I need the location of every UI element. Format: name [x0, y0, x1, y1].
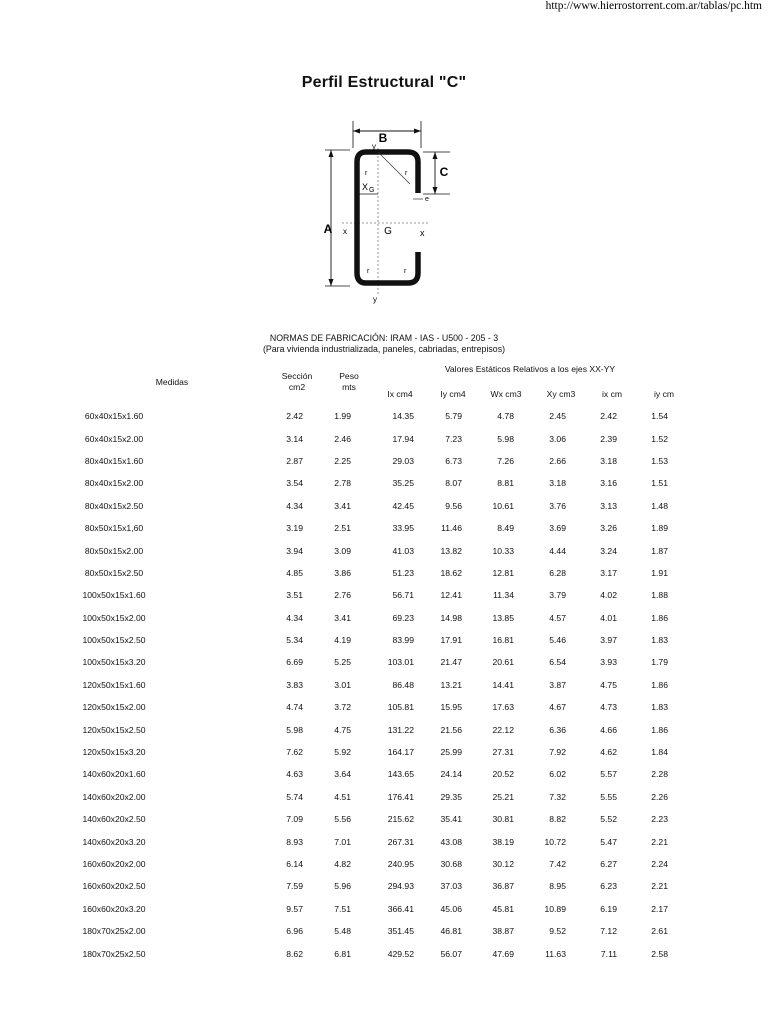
label-x-right: x: [420, 228, 425, 238]
table-row: [0, 450, 668, 472]
table-cell: 5.57: [600, 769, 617, 780]
table-cell: 29.35: [440, 791, 462, 802]
table-row: [0, 786, 668, 808]
table-cell: 12.41: [440, 590, 462, 601]
table-cell: 2.17: [651, 903, 668, 914]
table-cell: 21.47: [440, 657, 462, 668]
table-cell: 5.98: [497, 433, 514, 444]
table-cell: 160x60x20x3.20: [82, 903, 146, 914]
table-cell: 4.74: [286, 702, 303, 713]
label-G: G: [384, 226, 392, 237]
table-cell: 180x70x25x2.50: [82, 948, 146, 959]
table-cell: 7.32: [549, 791, 566, 802]
table-row: [0, 718, 668, 740]
table-row: [0, 629, 668, 651]
header-seccion: [272, 371, 322, 393]
table-cell: 11.63: [545, 948, 566, 959]
table-cell: 120x50x15x2.50: [82, 724, 146, 735]
table-cell: 1.54: [651, 411, 668, 422]
table-cell: 2.39: [600, 433, 617, 444]
table-cell: 143.65: [387, 769, 414, 780]
label-C: C: [439, 165, 449, 179]
table-cell: 36.87: [492, 881, 514, 892]
table-cell: 4.66: [600, 724, 617, 735]
table-cell: 17.94: [392, 433, 414, 444]
table-cell: 56.07: [440, 948, 462, 959]
table-cell: 8.95: [549, 881, 566, 892]
table-cell: 25.99: [440, 747, 462, 758]
table-cell: 13.21: [440, 679, 462, 690]
label-xg-sub: G: [369, 187, 375, 194]
source-url: http://www.hierrostorrent.com.ar/tablas/pc.htm: [545, 0, 762, 12]
table-cell: 14.35: [392, 411, 414, 422]
table-cell: 3.06: [549, 433, 566, 444]
table-cell: 100x50x15x3.20: [82, 657, 146, 668]
table-cell: 4.01: [600, 612, 617, 623]
table-cell: 2.42: [600, 411, 617, 422]
table-cell: 5.46: [549, 635, 566, 646]
table-cell: 267.31: [387, 836, 414, 847]
table-cell: 4.78: [497, 411, 514, 422]
table-cell: 13.85: [492, 612, 514, 623]
table-row: [0, 875, 668, 897]
table-cell: 9.52: [549, 926, 566, 937]
table-cell: 2.45: [549, 411, 566, 422]
table-cell: 80x40x15x2.50: [84, 500, 144, 511]
table-cell: 56.71: [392, 590, 414, 601]
table-cell: 80x50x15x2.00: [84, 545, 144, 556]
table-cell: 429.52: [387, 948, 414, 959]
table-row: [0, 696, 668, 718]
table-cell: 30.81: [492, 814, 514, 825]
table-cell: 7.26: [497, 455, 514, 466]
table-cell: 60x40x15x1.60: [84, 411, 144, 422]
table-cell: 3.97: [600, 635, 617, 646]
table-cell: 351.45: [387, 926, 414, 937]
table-row: [0, 853, 668, 875]
table-row: [0, 651, 668, 673]
table-cell: 22.12: [492, 724, 514, 735]
table-cell: 5.48: [334, 926, 351, 937]
table-cell: 3.41: [334, 500, 351, 511]
table-cell: 8.07: [445, 478, 462, 489]
table-cell: 4.85: [286, 567, 303, 578]
table-cell: 6.69: [286, 657, 303, 668]
table-cell: 180x70x25x2.00: [82, 926, 146, 937]
table-cell: 12.81: [492, 567, 514, 578]
table-cell: 6.36: [549, 724, 566, 735]
table-cell: 33.95: [392, 523, 414, 534]
table-cell: 120x50x15x1.60: [82, 679, 146, 690]
table-cell: 6.02: [549, 769, 566, 780]
table-cell: 7.12: [600, 926, 617, 937]
table-cell: 1.99: [334, 411, 351, 422]
table-cell: 3.69: [549, 523, 566, 534]
table-cell: 100x50x15x2.00: [82, 612, 146, 623]
table-cell: 3.72: [334, 702, 351, 713]
table-cell: 35.41: [440, 814, 462, 825]
table-cell: 2.87: [286, 455, 303, 466]
table-cell: 3.83: [286, 679, 303, 690]
table-cell: 7.62: [286, 747, 303, 758]
table-cell: 4.44: [549, 545, 566, 556]
header-iycm: iy cm: [653, 389, 675, 399]
table-cell: 7.42: [549, 859, 566, 869]
table-cell: 140x60x20x2.00: [82, 791, 146, 802]
table-cell: 3.13: [600, 500, 617, 511]
table-cell: 3.86: [334, 567, 351, 578]
table-cell: 11.34: [493, 590, 514, 601]
table-cell: 4.02: [600, 590, 617, 601]
table-cell: 3.01: [334, 679, 351, 690]
table-cell: 8.49: [497, 523, 514, 534]
table-cell: 1.86: [651, 612, 668, 623]
table-cell: 2.61: [651, 926, 668, 937]
table-cell: 2.23: [651, 814, 668, 825]
table-cell: 3.87: [549, 679, 566, 690]
table-cell: 3.76: [549, 500, 566, 511]
table-cell: 10.89: [544, 903, 566, 914]
table-cell: 4.34: [286, 612, 303, 623]
table-row: [0, 517, 668, 539]
table-cell: 2.24: [651, 859, 668, 869]
table-cell: 38.19: [492, 836, 514, 847]
table-cell: 140x60x20x2.50: [82, 814, 146, 825]
table-cell: 1.87: [651, 545, 668, 556]
table-cell: 4.73: [600, 702, 617, 713]
table-cell: 1.83: [651, 702, 668, 713]
table-cell: 4.75: [600, 679, 617, 690]
table-cell: 42.45: [392, 500, 414, 511]
table-cell: 2.76: [334, 590, 351, 601]
table-cell: 45.06: [440, 903, 462, 914]
table-cell: 7.09: [286, 814, 303, 825]
table-row: [0, 427, 668, 449]
table-cell: 35.25: [392, 478, 414, 489]
table-cell: 17.63: [492, 702, 514, 713]
table-cell: 6.73: [445, 455, 462, 466]
norma-line1: NORMAS DE FABRICACIÓN: IRAM - IAS - U500 - 205 - 3: [269, 333, 499, 343]
header-peso-line2: mts: [342, 382, 356, 392]
table-cell: 51.23: [392, 567, 414, 578]
table-cell: 366.41: [387, 903, 414, 914]
table-cell: 5.79: [445, 411, 462, 422]
table-cell: 140x60x20x1.60: [82, 769, 146, 780]
table-cell: 6.28: [549, 567, 566, 578]
header-seccion-line1: Sección: [281, 371, 313, 381]
table-cell: 1.79: [651, 657, 668, 668]
table-cell: 8.62: [286, 948, 303, 959]
table-cell: 6.81: [334, 948, 351, 959]
table-cell: 1.83: [651, 635, 668, 646]
table-row: [0, 808, 668, 830]
table-row: [0, 830, 668, 852]
table-cell: 2.42: [286, 411, 303, 422]
table-cell: 6.96: [286, 926, 303, 937]
table-cell: 17.91: [440, 635, 462, 646]
table-cell: 15.95: [440, 702, 462, 713]
table-cell: 60x40x15x2.00: [84, 433, 144, 444]
table-cell: 7.23: [445, 433, 462, 444]
table-row: [0, 942, 668, 964]
table-cell: 100x50x15x2.50: [82, 635, 146, 646]
table-cell: 131.22: [387, 724, 414, 735]
table-cell: 9.56: [445, 500, 462, 511]
table-cell: 164.17: [387, 747, 414, 758]
table-row: [0, 741, 668, 763]
table-cell: 2.21: [651, 881, 668, 892]
table-cell: 5.25: [334, 657, 351, 668]
header-iy: Iy cm4: [440, 389, 466, 399]
header-xy: Xy cm3: [546, 389, 576, 399]
table-cell: 1.88: [651, 590, 668, 601]
table-cell: 7.51: [334, 903, 351, 914]
table-cell: 1.86: [651, 724, 668, 735]
table-cell: 3.14: [286, 433, 303, 444]
table-row: [0, 763, 668, 785]
table-row: [0, 584, 668, 606]
table-row: [0, 539, 668, 561]
table-cell: 5.52: [600, 814, 617, 825]
table-cell: 8.82: [549, 814, 566, 825]
table-cell: 5.55: [600, 791, 617, 802]
table-cell: 20.61: [492, 657, 514, 668]
table-cell: 3.41: [334, 612, 351, 623]
table-cell: 2.26: [651, 791, 668, 802]
table-cell: 1.91: [651, 567, 668, 578]
table-cell: 1.52: [651, 433, 668, 444]
table-cell: 8.81: [497, 478, 514, 489]
table-cell: 45.81: [492, 903, 514, 914]
table-row: [0, 607, 668, 629]
label-r3: r: [367, 268, 370, 275]
label-x-left: x: [343, 227, 347, 236]
table-row: [0, 405, 668, 427]
header-medidas: Medidas: [155, 377, 189, 387]
table-row: [0, 898, 668, 920]
table-cell: 240.95: [387, 859, 414, 869]
table-cell: 1.53: [651, 455, 668, 466]
table-cell: 3.19: [286, 523, 303, 534]
table-cell: 43.08: [440, 836, 462, 847]
table-cell: 4.62: [600, 747, 617, 758]
header-group: Valores Estáticos Relativos a los ejes XX-YY: [444, 364, 616, 374]
table-cell: 1.84: [651, 747, 668, 758]
table-cell: 6.54: [549, 657, 566, 668]
table-cell: 4.67: [549, 702, 566, 713]
table-cell: 5.98: [286, 724, 303, 735]
table-cell: 80x40x15x1.60: [84, 455, 144, 466]
table-cell: 4.75: [334, 724, 351, 735]
table-cell: 14.41: [492, 679, 514, 690]
c-profile-diagram: [310, 116, 460, 308]
profile-table: [0, 405, 668, 965]
table-cell: 2.66: [549, 455, 566, 466]
table-cell: 38.87: [492, 926, 514, 937]
header-wx: Wx cm3: [490, 389, 522, 399]
label-y-top: y: [372, 142, 376, 151]
norma-line2: (Para vivienda industrializada, paneles, cabriadas, entrepisos): [262, 344, 506, 354]
table-cell: 3.64: [334, 769, 351, 780]
table-cell: 4.34: [286, 500, 303, 511]
table-cell: 1.86: [651, 679, 668, 690]
table-cell: 30.12: [492, 859, 514, 869]
table-row: [0, 472, 668, 494]
label-xg: X: [362, 182, 369, 192]
header-peso-line1: Peso: [339, 371, 359, 381]
table-cell: 46.81: [440, 926, 462, 937]
table-cell: 24.14: [440, 769, 462, 780]
table-cell: 7.59: [286, 881, 303, 892]
table-cell: 13.82: [440, 545, 462, 556]
table-cell: 105.81: [387, 702, 414, 713]
label-A: A: [323, 222, 333, 236]
label-r2: r: [405, 170, 408, 177]
table-cell: 5.96: [334, 881, 351, 892]
header-ix: Ix cm4: [387, 389, 413, 399]
table-cell: 20.52: [492, 769, 514, 780]
page-title: Perfil Estructural "C": [301, 74, 467, 91]
header-ixcm: ix cm: [601, 389, 623, 399]
table-cell: 25.21: [492, 791, 514, 802]
label-B: B: [378, 131, 388, 145]
table-cell: 120x50x15x2.00: [82, 702, 146, 713]
table-cell: 7.92: [549, 747, 566, 758]
table-cell: 10.72: [544, 836, 566, 847]
header-peso: [328, 371, 370, 393]
norma-note: [0, 333, 768, 355]
table-cell: 3.93: [600, 657, 617, 668]
table-cell: 160x60x20x2.00: [82, 859, 146, 869]
table-cell: 2.58: [651, 948, 668, 959]
table-cell: 80x40x15x2.00: [84, 478, 144, 489]
table-cell: 4.51: [334, 791, 351, 802]
table-cell: 18.62: [440, 567, 462, 578]
table-cell: 6.14: [286, 859, 303, 869]
table-cell: 11.46: [441, 523, 462, 534]
table-row: [0, 674, 668, 696]
table-cell: 3.79: [549, 590, 566, 601]
table-cell: 3.54: [286, 478, 303, 489]
table-cell: 3.17: [600, 567, 617, 578]
table-cell: 29.03: [392, 455, 414, 466]
table-cell: 6.19: [600, 903, 617, 914]
table-cell: 5.34: [286, 635, 303, 646]
table-cell: 294.93: [387, 881, 414, 892]
table-cell: 6.27: [600, 859, 617, 869]
table-cell: 80x50x15x2.50: [84, 567, 144, 578]
table-cell: 8.93: [286, 836, 303, 847]
table-cell: 21.56: [440, 724, 462, 735]
table-cell: 3.94: [286, 545, 303, 556]
table-cell: 2.78: [334, 478, 351, 489]
table-cell: 27.31: [492, 747, 514, 758]
table-cell: 3.18: [549, 478, 566, 489]
table-cell: 3.26: [600, 523, 617, 534]
table-cell: 10.33: [492, 545, 514, 556]
table-cell: 1.48: [651, 500, 668, 511]
table-cell: 1.51: [651, 478, 668, 489]
table-row: [0, 562, 668, 584]
table-cell: 3.18: [600, 455, 617, 466]
table-cell: 4.82: [334, 859, 351, 869]
table-cell: 14.98: [440, 612, 462, 623]
table-cell: 2.28: [651, 769, 668, 780]
table-cell: 47.69: [492, 948, 514, 959]
table-cell: 9.57: [286, 903, 303, 914]
table-cell: 3.51: [286, 590, 303, 601]
table-cell: 86.48: [392, 679, 414, 690]
table-cell: 5.56: [334, 814, 351, 825]
table-cell: 3.16: [600, 478, 617, 489]
table-cell: 4.19: [334, 635, 351, 646]
table-cell: 2.51: [334, 523, 351, 534]
table-cell: 5.92: [334, 747, 351, 758]
table-cell: 80x50x15x1,60: [84, 523, 144, 534]
table-cell: 103.01: [387, 657, 414, 668]
table-cell: 4.63: [286, 769, 303, 780]
table-cell: 100x50x15x1.60: [82, 590, 146, 601]
label-r4: r: [404, 268, 407, 275]
table-cell: 83.99: [392, 635, 414, 646]
table-cell: 3.24: [600, 545, 617, 556]
table-cell: 7.01: [334, 836, 351, 847]
table-cell: 41.03: [392, 545, 414, 556]
table-cell: 1.89: [651, 523, 668, 534]
table-cell: 7.11: [600, 948, 617, 959]
label-e: e: [425, 196, 429, 203]
table-row: [0, 495, 668, 517]
label-y-bottom: y: [373, 295, 377, 304]
table-cell: 10.61: [492, 500, 514, 511]
table-cell: 30.68: [440, 859, 462, 869]
table-cell: 69.23: [392, 612, 414, 623]
table-cell: 3.09: [334, 545, 351, 556]
table-cell: 16.81: [492, 635, 514, 646]
table-cell: 160x60x20x2.50: [82, 881, 146, 892]
table-cell: 6.23: [600, 881, 617, 892]
label-r1: r: [365, 170, 368, 177]
table-cell: 2.21: [651, 836, 668, 847]
table-cell: 140x60x20x3.20: [82, 836, 146, 847]
table-cell: 4.57: [549, 612, 566, 623]
table-cell: 2.25: [334, 455, 351, 466]
table-cell: 5.74: [286, 791, 303, 802]
table-cell: 5.47: [600, 836, 617, 847]
table-row: [0, 920, 668, 942]
table-cell: 215.62: [387, 814, 414, 825]
table-cell: 2.46: [334, 433, 351, 444]
table-cell: 120x50x15x3.20: [82, 747, 146, 758]
header-seccion-line2: cm2: [288, 382, 306, 392]
table-cell: 37.03: [440, 881, 462, 892]
table-cell: 176.41: [387, 791, 414, 802]
